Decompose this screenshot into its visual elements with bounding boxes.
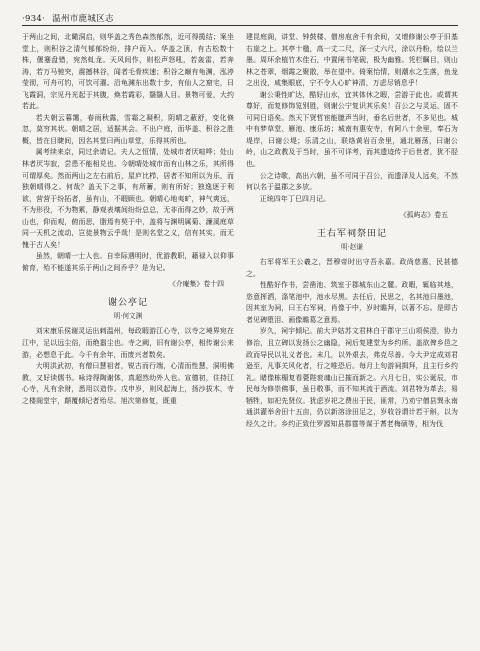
paragraph: 属考续来京，同过余请记。夫人之恒情，处城市者厌喧哗；处山林者厌岑寂，尝患不能相兑也。今朝晴处城市而有山林之乐，其所得可谓厚矣。然而两山之左右前后，屋庐比栉，居者不知所以为乐，而独朝晴得之。何哉？盖天下之事，有所蓄，则有所好；独逸逐于利欲，营营于纷拓者，虽有山，不暇顾也。朝晴心地夷旷，神气爽远，不为形役，不为物累，静观表壤间纷纷总总，无非而得之妙，故于两山也，仰而观，俯而思，脂焉有契于中，盖将与渊明属菊、濂溪庭草同一天机之流动，岂徒景物云乎哉！是则名堂之义，信有其实，而无愧于古人矣！ (22, 148, 234, 249)
paragraph: 于两山之间，北瞰洞启，则华盖之秀色森然郁然，近可得揽结；案坐堂上，则积谷之清气郁郁纷纷，排户而入。华盖之顶，有古松数十株，偃蹇盘错，宛然虬龙。天风间作，则松声怒吼，若轰雷，若奔涛，若万马驰突，震撼林谷，闻者毛骨疾速；积谷之巅有龟渊，泓渟莹彻，可舟可钓，可饮可濯。沿龟渊东出数十步，有仙人之窟宅，曰飞霞洞，宗见丹光起于其腹，焕若霞彩，翳翳人目。景物可爱，大约若此。 (22, 33, 234, 111)
paragraph: 岁久，祠宇倾圮。前大尹姑苏文君林白于郡守三山项侯澄，协力修治，且立碑以发扬公之幽隐，祠后复建堂为乡约所。盖欲俾乡邑之政而导民以礼义者也。未几，以外艰去，弗克尽善。今大尹定成刘君逊至，凡事关风化者，行之唯恐后。每月上旬游祠揖拜，且主行乡约礼。睹像栋楣复看甍陛衮魂山已摧而新之。六月七日，实公诞辰，市民每为修崇佛事，虽日敬事，而不知其流于酒流。刘君特为革去，易牺牲，如祀先贤仪。犹虑岁祀之费出于民，匪常，乃劝宁僧县巽永南通洪灌举舍田十五亩，仍以新溶涂田足之，岁收谷谓计若干斛，以为经久之计。乡约正致仕罗源知县郡霆等谋于耆老梅硕等，相为伐 (246, 327, 458, 428)
paragraph: 刘宋康乐侯谢灵运出刺温州，每政暇游江心寺，以寺之境界宛在江中，足以远尘俗，而绝嚣尘也。寺之阙，旧有谢公亭，相传谢公来游，必想息于此。今千有余年，而废兴者数矣。 (22, 327, 234, 359)
book-title: 温州市鹿城区志 (52, 14, 114, 24)
source-citation: 《孤屿志》卷五 (399, 211, 448, 220)
source-citation: 《介庵集》卷十四 (168, 280, 224, 289)
paragraph: 建昆庭阁，讲堂、钟鼓楼、僧房庖舍千有余间，又增修谢公亭于旧基右崖之上。其亭十楹，高一丈二尺，深一丈六尺，涂以丹粉，绘以兰墨。周环余植竹木佳石，中置闸书笔砚，极为幽雅。凭栏瞩目，则山林之苍翠，烟霞之聚散，举在望中。倚案怡情，则潮水之生落，鱼龙之出没，咸集眼底，宁不令人心旷神清，万虑尽销息乎！ (246, 33, 458, 88)
page-number: ·934· (22, 14, 46, 24)
paragraph: 右军将军王公羲之，晋穆帝时出守吾永嘉。政尚慈惠，民甚德之。 (246, 258, 458, 278)
paragraph: 正统四年丁巳四月记。 (259, 194, 331, 203)
article-author: 明·何文渊 (113, 312, 143, 321)
paragraph: 大明洪武初，有僧曰慧祖者，锐古而行端，心清而性慧，洞明佛教，又好读儒书。咏诗得陶谢体，真超然幼外人也。宣德初，住持江心寺，凡有余财，悉用以造作。戊申岁，则风起海上，扬沙拔木，寺之楼阁堂宇，颠覆倾圮者殆尽。旭次第修复，既重 (22, 362, 234, 405)
paragraph: 虽然，朝晴一士人也。自幸际遇明时，优游教职，藉禄入以仰事俯育，殆不能遂其乐于两山之间乔乎？是为记。 (22, 252, 234, 272)
header-rule (22, 25, 458, 26)
article-author: 明·赵谦 (341, 243, 363, 252)
article-title: 王右军祠祭田记 (316, 229, 387, 240)
paragraph: 若夫朝云暮霭，春雨秋露，雪霜之凝积，阴晴之蔽舒，变化倏忽，莫穷其状。朝晴之居，适据其会。不出户庭，而华盖、积谷之胜概，皆在目睫间，因名其堂曰两山草堂，乐得其所也。 (22, 113, 234, 145)
left-column (22, 32, 234, 407)
right-column (246, 32, 458, 430)
paragraph: 性酷好作书，尝凿池、筑室于郡城东山之麓。政暇，辄临其地，恣意挥洒，涤笔池中，池水尽黑。去任后，民思之，名其池曰墨池，因其室为祠，曰王右军祠，肖像于中，岁时瞻拜，以著不忘。是即古者见碑堕泪、画像瞻葛之意焉。 (246, 281, 458, 324)
article-title: 谢公亭记 (107, 298, 148, 309)
paragraph: 公之诗歌，高出六朝，虽不可同于召公，而遗泽及人远矣，不然何以名于温郡之多欤。 (246, 171, 458, 192)
paragraph: 谢公秉性旷达，酷好山水，宜其体休之暇，尝游于此也。或谓其尊好，而复修饰览别胜，则谢公宁复识其乐矣！召公之与灵运，固不可同日语矣。然天下贤哲宦能臆声当时，垂名后世者，不多见也。城中有梦草堂、雁池、康乐坊；城南有惠安寺，有阿八十余里，奉石为堤岸，曰谢公堤；乐清之山，联络黄岩百余里，通北雁荡，曰谢公岭，山之政教及于当时，虽不可详考，而其遗迹传于后世者，犹不胫也。 (246, 90, 458, 169)
page-header (22, 12, 458, 24)
